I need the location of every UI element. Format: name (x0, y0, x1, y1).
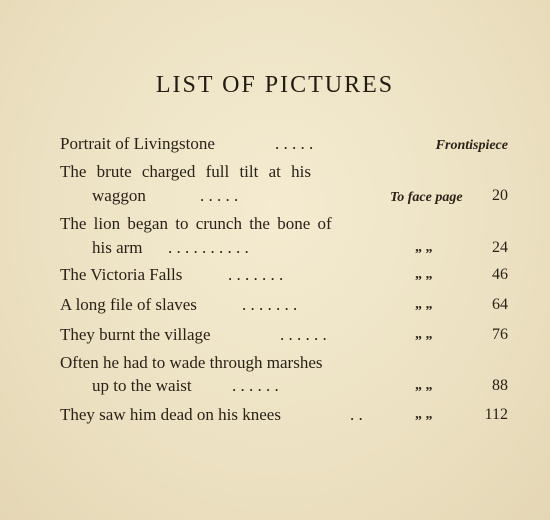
page-number: 24 (492, 239, 508, 256)
leader-dots: . . . . . (275, 134, 314, 153)
entry-caption-line2: waggon (92, 186, 146, 205)
ditto-marks: „ „ (415, 240, 433, 255)
entry-caption: The lion began to crunch the bone of (60, 214, 332, 233)
leader-dots: . . . . . (200, 186, 239, 205)
page-number: 76 (492, 326, 508, 343)
page-number: 88 (492, 377, 508, 394)
leader-dots: . . . . . . (232, 376, 279, 395)
ditto-marks: „ „ (415, 267, 433, 282)
ditto-marks: „ „ (415, 407, 433, 422)
page-number: 112 (484, 406, 508, 423)
entry-caption: The Victoria Falls (60, 265, 183, 284)
ditto-marks: „ „ (415, 327, 433, 342)
page-number: 64 (492, 296, 508, 313)
leader-dots: . . (350, 405, 363, 424)
leader-dots: . . . . . . . . . . (168, 238, 249, 257)
entry-caption: The brute charged full tilt at his (60, 162, 311, 181)
page-number: 46 (492, 266, 508, 283)
entry-caption: Portrait of Livingstone (60, 134, 215, 153)
entry-caption: A long file of slaves (60, 295, 197, 314)
ditto-marks: „ „ (415, 297, 433, 312)
ditto-marks: „ „ (415, 378, 433, 393)
entry-caption: Often he had to wade through marshes (60, 353, 323, 372)
leader-dots: . . . . . . (280, 325, 327, 344)
leader-dots: . . . . . . . (242, 295, 298, 314)
entry-caption-line2: up to the waist (92, 376, 192, 395)
to-face-page-label: To face page (390, 190, 463, 205)
page-title: LIST OF PICTURES (155, 72, 395, 98)
frontispiece-label: Frontispiece (435, 138, 508, 153)
entry-caption: They burnt the village (60, 325, 211, 344)
page-number: 20 (492, 187, 508, 204)
entry-caption-line2: his arm (92, 238, 143, 257)
entry-caption: They saw him dead on his knees (60, 405, 281, 424)
leader-dots: . . . . . . . (228, 265, 284, 284)
